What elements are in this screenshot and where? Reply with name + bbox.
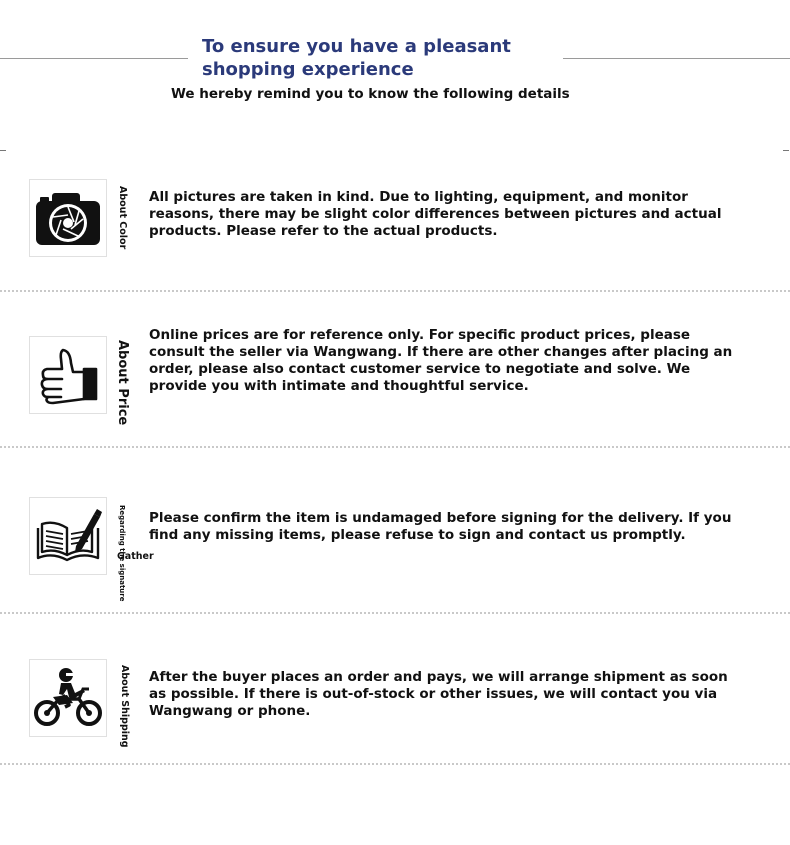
- section-divider: [0, 290, 790, 292]
- thumbs-up-icon-box: [29, 336, 107, 414]
- page-title: To ensure you have a pleasant shopping experience: [202, 36, 511, 80]
- about-color-label: About Color: [117, 186, 128, 250]
- tick-left: [0, 150, 6, 151]
- camera-icon-box: [29, 179, 107, 257]
- signature-label-extra: Gather: [117, 551, 154, 562]
- motorcycle-icon-box: [29, 659, 107, 737]
- book-pen-icon-box: [29, 497, 107, 575]
- camera-icon: [34, 189, 102, 247]
- signature-text: Please confirm the item is undamaged before signing for the delivery. If you find any missing items, please refuse to sign and contact us promptly.: [149, 510, 732, 543]
- header-rule-right: [563, 58, 790, 59]
- section-divider: [0, 446, 790, 448]
- motorcycle-rider-icon: [33, 667, 103, 729]
- about-shipping-text: After the buyer places an order and pays, we will arrange shipment as soon as possible. If there is out-of-stock or other issues, we will contact you via Wangwang or phone.: [149, 669, 728, 719]
- signature-label: Regarding the signature: [118, 505, 126, 602]
- section-divider: [0, 763, 790, 765]
- about-price-text: Online prices are for reference only. For specific product prices, please consult the seller via Wangwang. If there are other changes after placing an order, please also contact customer service to negotiate and solve. We provide you with intimate and thoughtful service.: [149, 327, 733, 394]
- section-divider: [0, 612, 790, 614]
- about-color-text: All pictures are taken in kind. Due to lighting, equipment, and monitor reasons, there may be slight color differences between pictures and actual products. Please refer to the actual products.: [149, 189, 722, 239]
- tick-right: [783, 150, 789, 151]
- thumbs-up-icon: [35, 345, 101, 405]
- book-pen-icon: [34, 508, 102, 564]
- page-subtitle: We hereby remind you to know the following details: [171, 86, 570, 102]
- about-shipping-label: About Shipping: [119, 665, 130, 748]
- header-rule-left: [0, 58, 188, 59]
- about-price-label: About Price: [115, 340, 130, 426]
